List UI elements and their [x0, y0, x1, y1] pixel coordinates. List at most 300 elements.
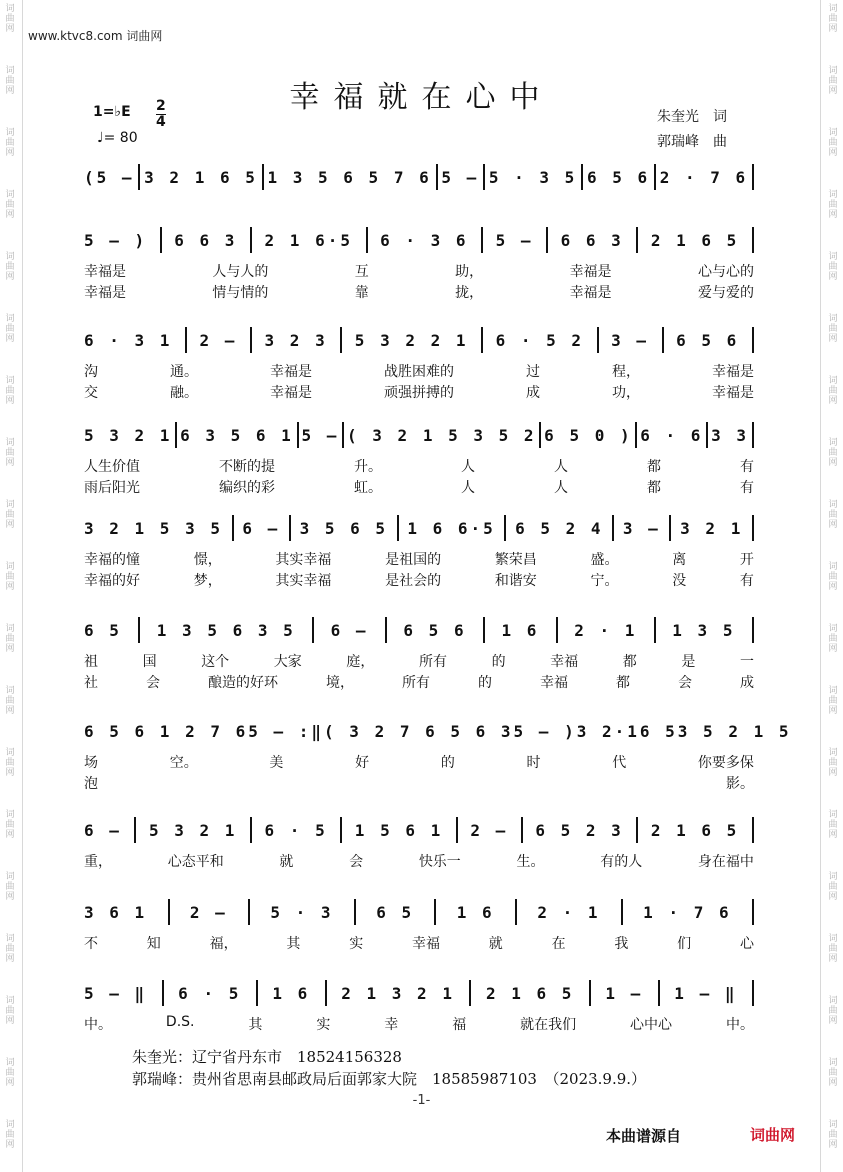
- watermark-text: 词曲网: [5, 252, 15, 282]
- watermark-text: 词曲网: [828, 872, 838, 902]
- lyric-word: D.S.: [165, 1014, 195, 1030]
- lyric-word: 幸福是: [569, 285, 612, 301]
- bar-line: [662, 327, 664, 353]
- lyric-word: 虹。: [354, 480, 382, 496]
- watermark-text: 词曲网: [828, 500, 838, 530]
- watermark-text: 词曲网: [828, 624, 838, 654]
- watermark-text: 词曲网: [828, 686, 838, 716]
- measure: 6 5 2 4: [515, 518, 604, 538]
- lyric-word: 会: [349, 854, 364, 870]
- watermark-text: 词曲网: [5, 1058, 15, 1088]
- lyric-word: 的: [440, 755, 455, 771]
- bar-line: [752, 422, 754, 448]
- watermark-text: 词曲网: [5, 996, 15, 1026]
- measure: 2 –: [199, 330, 238, 350]
- lyric-word: 和谐安: [494, 573, 537, 589]
- measure: 3 5 6 5: [299, 518, 388, 538]
- lyric-word: 是祖国的: [385, 552, 442, 568]
- measure: 6 5 6: [676, 330, 740, 350]
- watermark-text: 词曲网: [828, 748, 838, 778]
- measure: 5 – :‖: [248, 721, 325, 741]
- bar-line: [385, 617, 387, 643]
- watermark-text: 词曲网: [5, 500, 15, 530]
- bar-line: [232, 515, 234, 541]
- measure: 6 –: [84, 820, 122, 840]
- lyric-word: 顽强拼搏的: [384, 385, 454, 401]
- lyric-line: [84, 549, 754, 569]
- lyric-word: 是: [681, 654, 696, 670]
- bar-line: [539, 422, 541, 448]
- lyric-word: 雨后阳光: [84, 480, 140, 496]
- meter-bottom: 4: [156, 114, 166, 130]
- bar-line: [342, 422, 344, 448]
- lyric-word: 实: [349, 936, 364, 952]
- lyric-word: 梦，: [193, 573, 222, 589]
- lyric-line: [84, 382, 754, 402]
- lyric-word: 离: [672, 552, 687, 568]
- lyric-word: 酿造的好环: [208, 675, 278, 691]
- lyric-word: 实: [316, 1017, 331, 1033]
- lyric-word: 福，: [209, 936, 238, 952]
- footer-brand-link[interactable]: 词曲网: [750, 1126, 796, 1144]
- lyric-line: [84, 851, 754, 871]
- measure: ( 3 2 7 6 5 6 3: [324, 721, 514, 741]
- lyric-word: 时: [526, 755, 541, 771]
- lyric-word: 人: [461, 480, 475, 496]
- notes-line: [84, 420, 754, 450]
- measure: 6 · 5: [264, 820, 328, 840]
- lyric-word: 会: [678, 675, 692, 691]
- lyric-word: 这个: [201, 654, 230, 670]
- bar-line: [262, 164, 264, 190]
- bar-line: [636, 227, 638, 253]
- lyric-word: 中。: [84, 1017, 112, 1033]
- lyric-word: 情与情的: [212, 285, 269, 301]
- lyric-word: 都: [616, 675, 630, 691]
- bar-line: [134, 817, 136, 843]
- lyric-word: 幸福: [540, 675, 568, 691]
- measure: 1 6: [501, 620, 540, 640]
- measure: 6 5: [639, 721, 678, 741]
- lyric-word: 其: [286, 936, 301, 952]
- bar-line: [250, 227, 252, 253]
- notes-line: [84, 162, 754, 192]
- score-row: [84, 615, 754, 691]
- bar-line: [658, 980, 660, 1006]
- lyric-word: 泡: [84, 776, 98, 792]
- bar-line: [654, 617, 656, 643]
- watermark-text: 词曲网: [5, 686, 15, 716]
- watermark-text: 词曲网: [5, 314, 15, 344]
- bar-line: [612, 515, 614, 541]
- lyric-word: 互: [354, 264, 369, 280]
- measure: 2 · 1: [574, 620, 638, 640]
- lyric-word: 融。: [170, 385, 198, 401]
- lyric-word: 憬，: [193, 552, 222, 568]
- contact-composer: 郭瑞峰：贵州省思南县邮政局后面郭家大院 18585987103 （2023.9.9.）: [132, 1070, 647, 1088]
- measure: 2 –: [470, 820, 509, 840]
- lyric-word: 有: [740, 459, 754, 475]
- measure: 2 1 6·5: [264, 230, 353, 250]
- lyric-word: 编织的彩: [219, 480, 275, 496]
- lyric-word: 人: [461, 459, 475, 475]
- measure: 5 – ): [84, 230, 148, 250]
- lyric-word: 有的人: [600, 854, 643, 870]
- lyric-word: 在: [551, 936, 566, 952]
- lyric-word: 不: [84, 936, 98, 952]
- measure: 6 5 0 ): [544, 425, 633, 445]
- watermark-text: 词曲网: [828, 810, 838, 840]
- lyric-word: 都: [622, 654, 637, 670]
- lyric-word: 爱与爱的: [697, 285, 754, 301]
- time-signature: [156, 99, 166, 130]
- lyric-word: 战胜困难的: [384, 364, 454, 380]
- lyric-word: 空。: [169, 755, 198, 771]
- lyric-line: [84, 752, 754, 772]
- measure: 6 5: [84, 620, 122, 640]
- measure: 3 3: [711, 425, 749, 445]
- footer-source: 本曲谱源自: [606, 1127, 682, 1145]
- lyric-word: 幸福是: [712, 364, 754, 380]
- lyric-word: 靠: [354, 285, 369, 301]
- measure: 1 – ‖: [674, 983, 738, 1003]
- watermark-text: 词曲网: [5, 4, 15, 34]
- measure: 2 –: [189, 902, 228, 922]
- measure: 1 –: [605, 983, 644, 1003]
- watermark-text: 词曲网: [5, 438, 15, 468]
- measure: 1 5 6 1: [354, 820, 444, 840]
- lyric-word: 拢，: [455, 285, 484, 301]
- bar-line: [312, 617, 314, 643]
- lyric-word: 就在我们: [520, 1017, 577, 1033]
- watermark-text: 词曲网: [828, 314, 838, 344]
- bar-line: [325, 980, 327, 1006]
- lyric-word: 场: [84, 755, 98, 771]
- notes-line: [84, 225, 754, 255]
- bar-line: [556, 617, 558, 643]
- bar-line: [160, 227, 162, 253]
- lyric-word: 幸福: [411, 936, 440, 952]
- measure: 5 3 2 1: [84, 425, 173, 445]
- bar-line: [481, 327, 483, 353]
- bar-line: [546, 227, 548, 253]
- measure: 3 2 1: [680, 518, 744, 538]
- measure: 6 –: [242, 518, 281, 538]
- lyric-word: 心: [739, 936, 754, 952]
- lyric-word: 幸福是: [270, 364, 312, 380]
- lyric-line: [84, 361, 754, 381]
- lyric-word: 宁。: [590, 573, 619, 589]
- bar-line: [752, 327, 754, 353]
- lyric-word: 幸福是: [712, 385, 754, 401]
- watermark-text: 词曲网: [5, 128, 15, 158]
- watermark-text: 词曲网: [5, 934, 15, 964]
- measure: 3 5 2 1 5: [677, 721, 792, 741]
- lyric-word: 有: [739, 573, 754, 589]
- lyric-word: 所有: [418, 654, 447, 670]
- measure: 6 · 5: [178, 983, 242, 1003]
- key-signature: 1=♭E: [93, 104, 131, 120]
- site-name[interactable]: 词曲网: [126, 29, 163, 43]
- bar-line: [597, 327, 599, 353]
- bar-line: [752, 980, 754, 1006]
- lyric-word: 过: [526, 364, 540, 380]
- notes-line: [84, 716, 792, 746]
- watermark-text: 词曲网: [5, 1120, 15, 1150]
- measure: 2 1 3 2 1: [341, 983, 455, 1003]
- lyric-word: 美: [269, 755, 284, 771]
- lyric-word: 繁荣昌: [494, 552, 537, 568]
- watermark-text: 词曲网: [828, 66, 838, 96]
- lyric-word: 代: [612, 755, 627, 771]
- measure: 2 · 7 6: [659, 167, 749, 187]
- measure: 6 · 6: [640, 425, 704, 445]
- lyric-word: 幸福的好: [84, 573, 140, 589]
- lyric-word: 祖: [84, 654, 98, 670]
- lyric-word: 你要多保: [697, 755, 754, 771]
- lyric-word: 福: [452, 1017, 467, 1033]
- lyric-word: 盛。: [590, 552, 619, 568]
- lyric-word: 快乐一: [418, 854, 461, 870]
- lyric-line: [84, 456, 754, 476]
- lyric-word: 社: [84, 675, 98, 691]
- bar-line: [635, 422, 637, 448]
- watermark-text: 词曲网: [5, 562, 15, 592]
- bar-line: [483, 164, 485, 190]
- bar-line: [256, 980, 258, 1006]
- bar-line: [515, 899, 517, 925]
- lyric-line: [84, 933, 754, 953]
- measure: 5 –: [441, 167, 480, 187]
- bar-line: [250, 817, 252, 843]
- bar-line: [289, 515, 291, 541]
- lyric-word: 的: [491, 654, 506, 670]
- notes-line: [84, 325, 754, 355]
- lyric-word: 大家: [273, 654, 302, 670]
- lyric-word: 会: [146, 675, 160, 691]
- bar-line: [456, 817, 458, 843]
- measure: 3 6 1: [84, 902, 148, 922]
- lyric-word: 境，: [326, 675, 354, 691]
- lyric-word: 程，: [612, 364, 640, 380]
- contact-lyricist: 朱奎光：辽宁省丹东市 18524156328: [132, 1048, 402, 1066]
- lyricist-credit: 朱奎光 词: [657, 109, 727, 125]
- lyric-word: 幸福的憧: [84, 552, 140, 568]
- measure: 6 5 6: [403, 620, 467, 640]
- watermark-text: 词曲网: [5, 810, 15, 840]
- score-row: [84, 716, 792, 792]
- lyric-word: 影。: [726, 776, 754, 792]
- notes-line: [84, 897, 754, 927]
- measure: 6 6 3: [560, 230, 624, 250]
- watermark-text: 词曲网: [828, 1058, 838, 1088]
- lyric-line: [84, 672, 754, 692]
- lyric-line: [84, 1014, 754, 1034]
- measure: 1 3 5: [672, 620, 736, 640]
- lyric-word: 通。: [170, 364, 198, 380]
- measure: 2 1 6 5: [650, 820, 740, 840]
- lyric-word: 中。: [725, 1017, 754, 1033]
- bar-line: [752, 899, 754, 925]
- lyric-word: 重，: [84, 854, 112, 870]
- measure: 6 6 3: [174, 230, 238, 250]
- bar-line: [481, 227, 483, 253]
- bar-line: [250, 327, 252, 353]
- lyric-word: 都: [647, 459, 661, 475]
- measure: 6 · 3 1: [84, 330, 173, 350]
- lyric-word: 心与心的: [697, 264, 754, 280]
- bar-line: [138, 617, 140, 643]
- lyric-word: 交: [84, 385, 98, 401]
- measure: 3 –: [622, 518, 661, 538]
- bar-line: [654, 164, 656, 190]
- notes-line: [84, 815, 754, 845]
- bar-line: [354, 899, 356, 925]
- measure: 3 2 1 5 3 5: [84, 518, 223, 538]
- bar-line: [589, 980, 591, 1006]
- bar-line: [138, 164, 140, 190]
- lyric-word: 升。: [354, 459, 382, 475]
- watermark-text: 词曲网: [5, 190, 15, 220]
- measure: 2 · 1: [537, 902, 601, 922]
- notes-line: [84, 978, 754, 1008]
- bar-line: [366, 227, 368, 253]
- lyric-word: 不断的提: [219, 459, 275, 475]
- bar-line: [168, 899, 170, 925]
- bar-line: [581, 164, 583, 190]
- lyric-word: 人生价值: [84, 459, 140, 475]
- bar-line: [483, 617, 485, 643]
- notes-line: [84, 615, 754, 645]
- bar-line: [752, 617, 754, 643]
- lyric-word: 国: [142, 654, 157, 670]
- measure: 6 –: [330, 620, 369, 640]
- tempo-marking: ♩= 80: [97, 130, 138, 146]
- watermark-text: 词曲网: [828, 1120, 838, 1150]
- lyric-line: [84, 570, 754, 590]
- bar-line: [162, 980, 164, 1006]
- bar-line: [752, 515, 754, 541]
- lyric-word: 其: [248, 1017, 263, 1033]
- watermark-text: 词曲网: [828, 252, 838, 282]
- measure: 3 2·1: [576, 721, 640, 741]
- lyric-word: 人与人的: [212, 264, 269, 280]
- measure: 5 3 2 2 1: [354, 330, 469, 350]
- lyric-word: 其实幸福: [275, 552, 332, 568]
- score-row: [84, 513, 754, 589]
- measure: 5 · 3: [270, 902, 334, 922]
- lyric-word: 身在福中: [697, 854, 754, 870]
- measure: 3 2 1 6 5: [144, 167, 258, 187]
- measure: 1 · 7 6: [643, 902, 732, 922]
- bar-line: [752, 817, 754, 843]
- lyric-word: 的: [478, 675, 492, 691]
- lyric-word: 好: [355, 755, 370, 771]
- lyric-word: 功，: [612, 385, 640, 401]
- bar-line: [621, 899, 623, 925]
- lyric-line: [84, 651, 754, 671]
- lyric-line: [84, 773, 754, 793]
- score-row: [84, 162, 754, 192]
- score-row: [84, 897, 754, 952]
- bar-line: [636, 817, 638, 843]
- watermark-text: 词曲网: [828, 996, 838, 1026]
- measure: 5 – ‖: [84, 983, 148, 1003]
- watermark-text: 词曲网: [5, 748, 15, 778]
- bar-line: [669, 515, 671, 541]
- measure: 2 1 6 5: [650, 230, 740, 250]
- lyric-word: 我: [614, 936, 629, 952]
- score-row: [84, 420, 754, 496]
- bar-line: [469, 980, 471, 1006]
- song-title: 幸福就在心中: [289, 80, 554, 115]
- bar-line: [434, 899, 436, 925]
- lyric-word: 幸福是: [270, 385, 312, 401]
- score-row: [84, 978, 754, 1033]
- measure: 5 3 2 1: [149, 820, 238, 840]
- bar-line: [297, 422, 299, 448]
- bar-line: [706, 422, 708, 448]
- site-header[interactable]: [28, 27, 162, 44]
- lyric-word: 心态平和: [167, 854, 224, 870]
- measure: 5 –: [301, 425, 340, 445]
- lyric-word: 幸福是: [84, 264, 126, 280]
- lyric-word: 心中心: [630, 1017, 673, 1033]
- lyric-word: 知: [146, 936, 161, 952]
- lyric-word: 都: [647, 480, 661, 496]
- score-row: [84, 325, 754, 401]
- lyric-word: 幸: [384, 1017, 399, 1033]
- measure: 5 – ): [513, 721, 577, 741]
- watermark-text: 词曲网: [5, 66, 15, 96]
- lyric-word: 人: [554, 459, 568, 475]
- bar-line: [752, 227, 754, 253]
- measure: 2 1 6 5: [485, 983, 575, 1003]
- measure: 5 · 3 5: [488, 167, 578, 187]
- lyric-word: 所有: [402, 675, 430, 691]
- bar-line: [504, 515, 506, 541]
- lyric-word: 助，: [455, 264, 484, 280]
- measure: 6 5 6: [586, 167, 651, 187]
- bar-line: [521, 817, 523, 843]
- lyric-word: 成: [740, 675, 754, 691]
- site-url[interactable]: www.ktvc8.com: [28, 29, 123, 43]
- score-row: [84, 225, 754, 301]
- measure: 6 · 5 2: [495, 330, 585, 350]
- meter-top: 2: [156, 98, 166, 114]
- measure: ( 3 2 1 5 3 5 2: [347, 425, 537, 445]
- bar-line: [248, 899, 250, 925]
- watermark-text: 词曲网: [5, 872, 15, 902]
- measure: 6 5 6 1 2 7 6: [84, 721, 249, 741]
- measure: 6 5: [376, 902, 415, 922]
- lyric-line: [84, 282, 754, 302]
- measure: 6 · 3 6: [380, 230, 469, 250]
- lyric-word: 成: [526, 385, 540, 401]
- watermark-text: 词曲网: [828, 438, 838, 468]
- lyric-word: 幸福: [550, 654, 579, 670]
- watermark-text: 词曲网: [828, 128, 838, 158]
- lyric-word: 沟: [84, 364, 98, 380]
- measure: 3 –: [611, 330, 650, 350]
- measure: 6 3 5 6 1: [180, 425, 294, 445]
- bar-line: [397, 515, 399, 541]
- lyric-word: 有: [740, 480, 754, 496]
- bar-line: [340, 327, 342, 353]
- watermark-text: 词曲网: [828, 562, 838, 592]
- lyric-line: [84, 261, 754, 281]
- measure: 1 3 5 6 3 5: [156, 620, 296, 640]
